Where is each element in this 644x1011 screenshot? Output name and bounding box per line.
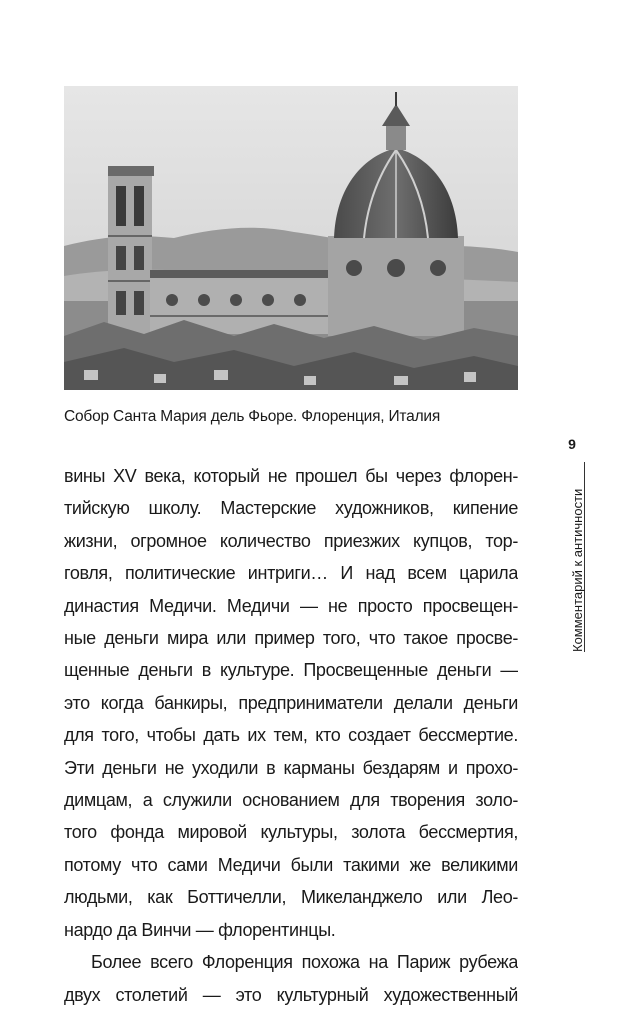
- photo-caption: Собор Санта Мария дель Фьоре. Флоренция, Италия: [64, 408, 441, 425]
- text-line: для того, чтобы дать их тем, кто создает бессмертие.: [64, 725, 518, 746]
- text-line: нардо да Винчи — флорентинцы.: [64, 919, 336, 940]
- text-line: ные деньги мира или пример того, что такое просве-: [64, 628, 518, 649]
- text-line: вины XV века, который не прошел бы через флорен-: [64, 466, 518, 486]
- text-line: Эти деньги не уходили в карманы бездарям и прохо-: [64, 757, 518, 778]
- text-line: жизни, огромное количество приезжих купцов, тор-: [64, 530, 518, 551]
- text-line: двух столетий — это культурный художественный: [64, 984, 518, 1005]
- page-number: 9: [568, 436, 576, 452]
- body-text: [64, 460, 518, 1011]
- cathedral-photo: [64, 86, 518, 390]
- text-line: династия Медичи. Медичи — не просто просвещен-: [64, 595, 518, 616]
- text-line: Более всего Флоренция похожа на Париж рубежа: [91, 952, 518, 973]
- text-line: это когда банкиры, предприниматели делали деньги: [64, 692, 518, 713]
- running-head: Комментарий к античности: [570, 488, 585, 652]
- text-line: людьми, как Боттичелли, Микеланджело или Лео-: [64, 887, 518, 908]
- text-line: потому что сами Медичи были такими же великими: [64, 854, 518, 875]
- text-line: тийскую школу. Мастерские художников, кипение: [64, 498, 518, 519]
- text-line: того фонда мировой культуры, золота бессмертия,: [64, 822, 518, 843]
- text-line: говля, политические интриги… И над всем царила: [64, 563, 518, 584]
- text-line: щенные деньги в культуре. Просвещенные деньги —: [64, 660, 518, 681]
- text-line: димцам, а служили основанием для творения золо-: [64, 790, 518, 811]
